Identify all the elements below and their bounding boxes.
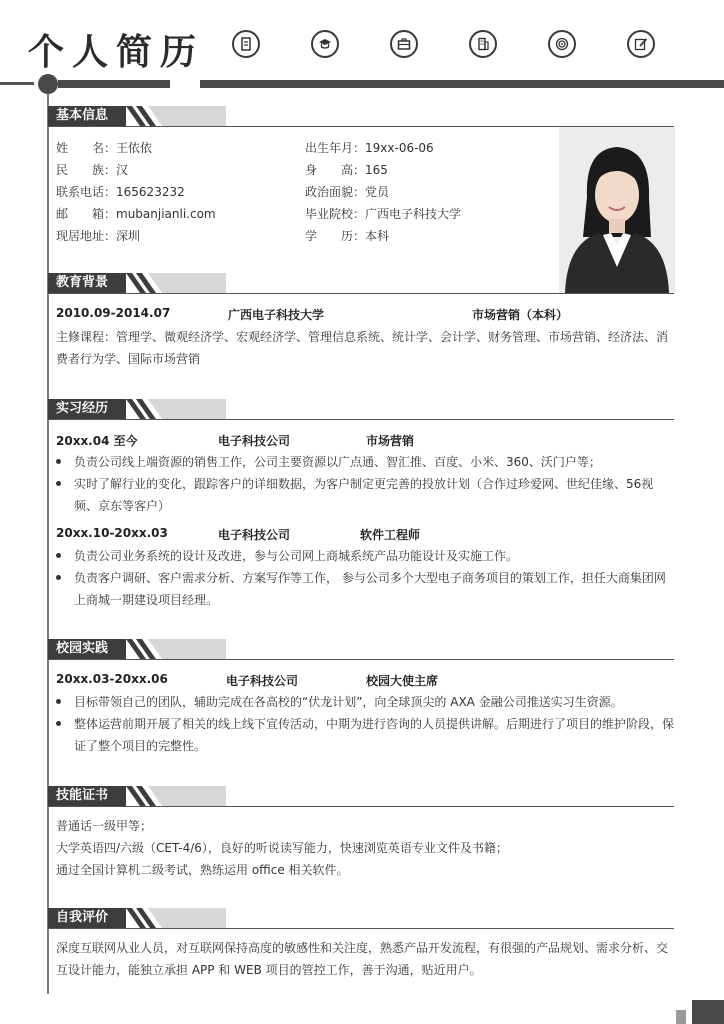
corner-decoration — [692, 1000, 724, 1024]
section-title: 基本信息 — [48, 106, 126, 126]
header-rule — [58, 80, 724, 88]
stripe-decoration — [126, 273, 226, 293]
resume-title: 个人简历 — [28, 31, 205, 73]
info-birth: 出生年月：19xx-06-06 — [305, 141, 434, 155]
stripe-decoration — [126, 786, 226, 806]
campus-bullet: 整体运营前期开展了相关的线上线下宣传活动，中期为进行咨询的人员提供讲解。后期进行了项目的维护阶段，保证了整个项目的完整性。 — [52, 713, 674, 757]
section-education — [48, 273, 674, 293]
info-ethnicity: 民 族：汉 — [56, 163, 129, 177]
timeline-line — [47, 94, 49, 994]
stripe-decoration — [126, 106, 226, 126]
skill-line: 普通话一级甲等； — [56, 819, 153, 833]
job-bullet: 负责公司线上端资源的销售工作，公司主要资源以广点通、智汇推、百度、小米、360、沃门户等； — [52, 451, 674, 473]
job-date: 20xx.04 至今 — [56, 434, 138, 448]
stripe-decoration — [126, 399, 226, 419]
edit-icon — [627, 30, 655, 58]
corner-decoration — [676, 1010, 686, 1024]
section-campus — [48, 639, 674, 659]
section-self-evaluation — [48, 908, 674, 928]
section-title: 自我评价 — [48, 908, 126, 928]
education-courses: 主修课程：管理学、微观经济学、宏观经济学、管理信息系统、统计学、会计学、财务管理、市场营销、经济法、消费者行为学、国际市场营销 — [56, 330, 669, 366]
campus-date: 20xx.03-20xx.06 — [56, 672, 168, 686]
job-company: 电子科技公司 — [218, 434, 291, 448]
skill-line: 大学英语四/六级（CET-4/6），良好的听说读写能力，快速浏览英语专业文件及书籍； — [56, 841, 508, 855]
education-school: 广西电子科技大学 — [228, 308, 325, 322]
skill-line: 通过全国计算机二级考试，熟练运用 office 相关软件。 — [56, 863, 349, 877]
section-title: 校园实践 — [48, 639, 126, 659]
info-name: 姓 名：王依依 — [56, 141, 153, 155]
job-bullet: 负责客户调研、客户需求分析、方案写作等工作， 参与公司多个大型电子商务项目的策划工作，担任大商集团网上商城一期建设项目经理。 — [52, 567, 674, 611]
self-evaluation-text: 深度互联网从业人员，对互联网保持高度的敏感性和关注度，熟悉产品开发流程，有很强的产品规划、需求分析、交互设计能力，能独立承担 APP 和 WEB 项目的管控工作，善于沟通，贴近用户。 — [56, 941, 669, 977]
info-degree: 学 历：本科 — [305, 229, 390, 243]
section-title: 实习经历 — [48, 399, 126, 419]
job-bullet: 负责公司业务系统的设计及改进，参与公司网上商城系统产品功能设计及实施工作。 — [52, 545, 674, 567]
header-rule-left — [0, 82, 34, 85]
info-phone: 联系电话：165623232 — [56, 185, 185, 199]
job-company: 电子科技公司 — [218, 528, 291, 542]
job-date: 20xx.10-20xx.03 — [56, 526, 168, 540]
building-icon — [469, 30, 497, 58]
target-icon — [548, 30, 576, 58]
campus-role: 校园大使主席 — [366, 674, 439, 688]
education-date: 2010.09-2014.07 — [56, 306, 171, 320]
job-role: 软件工程师 — [360, 528, 421, 542]
info-email: 邮 箱：mubanjianli.com — [56, 207, 216, 221]
info-school: 毕业院校：广西电子科技大学 — [305, 207, 462, 221]
campus-company: 电子科技公司 — [226, 674, 299, 688]
graduation-cap-icon — [311, 30, 339, 58]
section-title: 技能证书 — [48, 786, 126, 806]
timeline-dot — [38, 74, 58, 94]
stripe-decoration — [126, 639, 226, 659]
info-address: 现居地址：深圳 — [56, 229, 141, 243]
campus-bullet: 目标带领自己的团队，辅助完成在各高校的“伏龙计划”，向全球顶尖的 AXA 金融公司推送实习生资源。 — [52, 691, 674, 713]
section-basic-info — [48, 106, 674, 126]
job-role: 市场营销 — [366, 434, 415, 448]
briefcase-icon — [390, 30, 418, 58]
stripe-decoration — [126, 908, 226, 928]
info-height: 身 高：165 — [305, 163, 388, 177]
job-bullet: 实时了解行业的变化，跟踪客户的详细数据，为客户制定更完善的投放计划（合作过珍爱网、世纪佳缘、56视频、京东等客户） — [52, 473, 674, 517]
section-skills — [48, 786, 674, 806]
section-internship — [48, 399, 674, 419]
profile-photo — [559, 127, 675, 293]
document-icon — [232, 30, 260, 58]
section-title: 教育背景 — [48, 273, 126, 293]
header-icons — [0, 30, 724, 62]
info-political: 政治面貌：党员 — [305, 185, 390, 199]
education-major: 市场营销（本科） — [472, 308, 569, 322]
